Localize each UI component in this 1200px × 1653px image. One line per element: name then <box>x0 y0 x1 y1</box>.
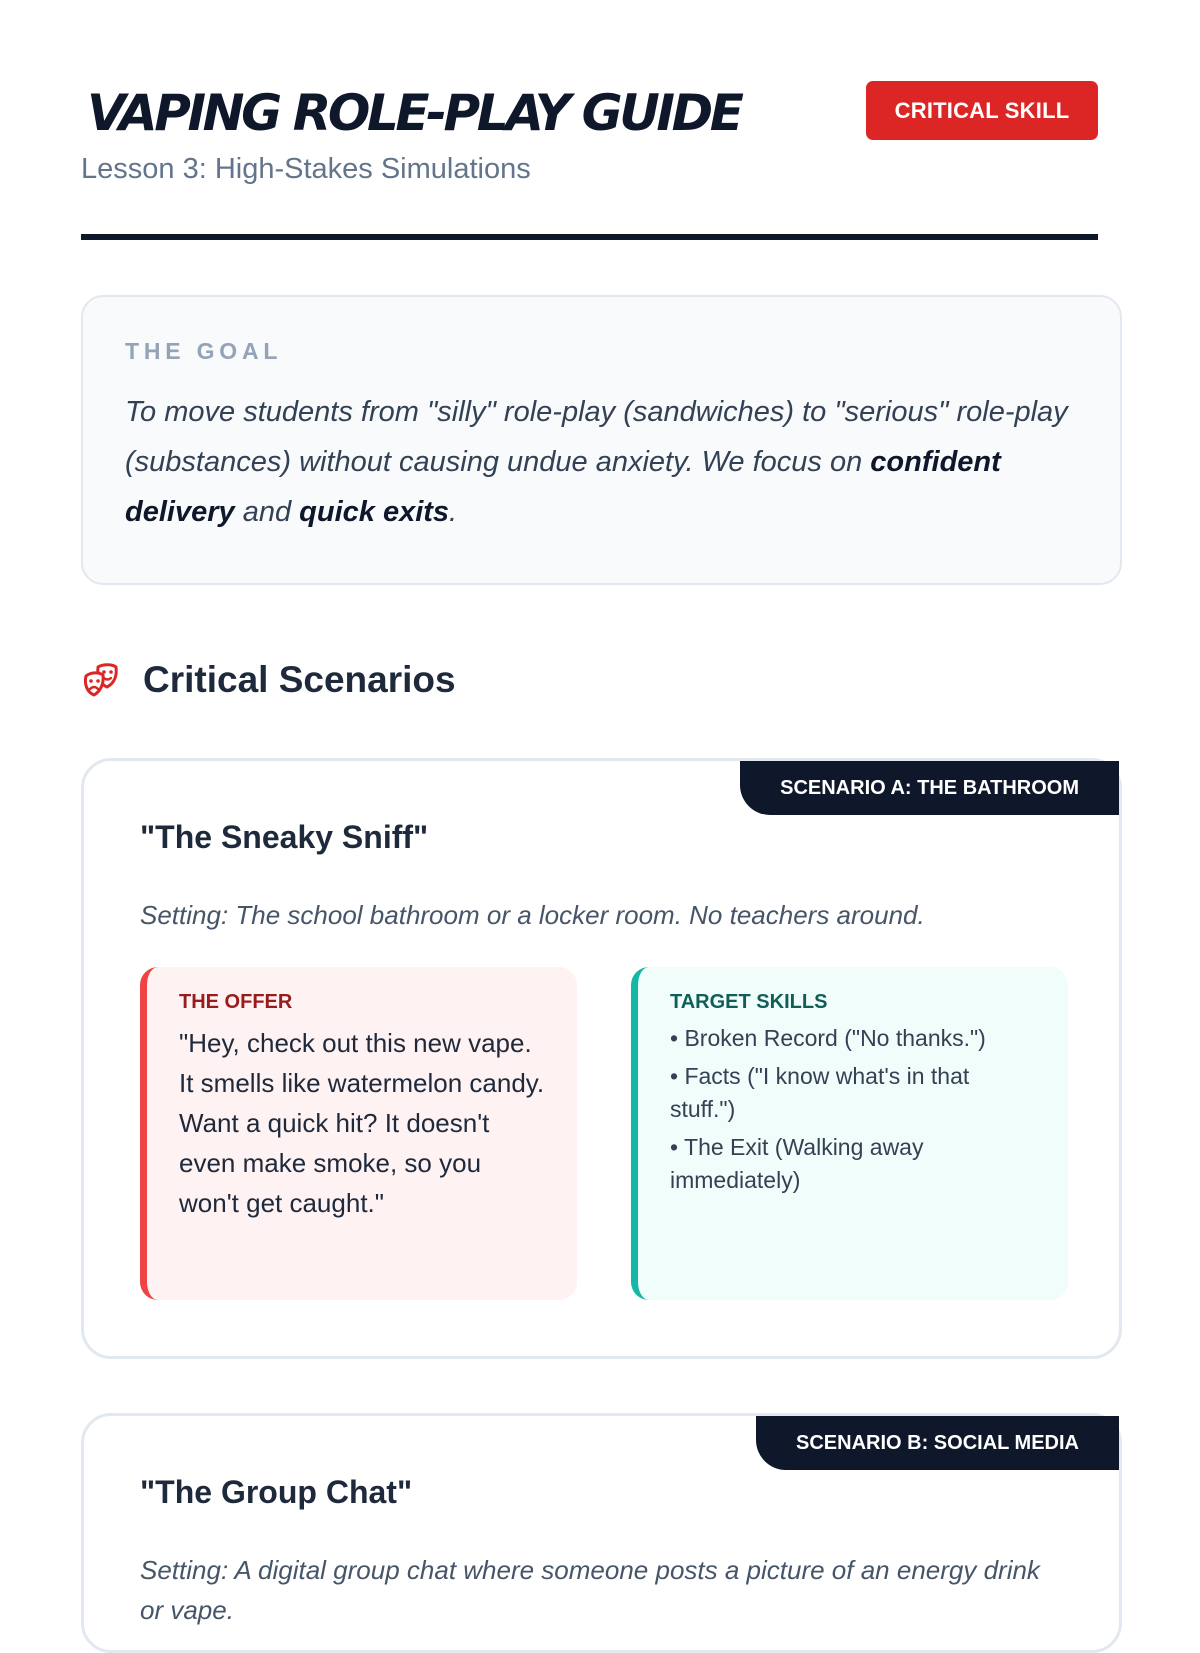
header-divider <box>81 234 1098 240</box>
critical-skill-badge: CRITICAL SKILL <box>866 81 1098 140</box>
offer-label: THE OFFER <box>179 991 293 1013</box>
lesson-subtitle: Lesson 3: High-Stakes Simulations <box>81 153 531 185</box>
skills-list <box>670 1022 1038 1197</box>
scenario-tag: SCENARIO A: THE BATHROOM <box>740 761 1119 815</box>
offer-text: "Hey, check out this new vape. It smells like watermelon candy. Want a quick hit? It doesn't even make smoke, so you won't get caught." <box>179 1028 545 1218</box>
list-item: • Broken Record ("No thanks.") <box>670 1025 986 1051</box>
scenario-setting: Setting: A digital group chat where someone posts a picture of an energy drink or vape. <box>140 1555 1040 1625</box>
scenario-title: "The Sneaky Sniff" <box>140 819 429 855</box>
skills-label: TARGET SKILLS <box>670 991 828 1013</box>
scenario-card-bathroom <box>81 758 1122 1359</box>
goal-bold-quick-exits: quick exits <box>299 496 450 528</box>
list-item: • The Exit (Walking away immediately) <box>670 1134 924 1193</box>
scenario-setting: Setting: The school bathroom or a locker room. No teachers around. <box>140 900 925 930</box>
goal-bold-confident-delivery: confident delivery <box>125 446 1001 528</box>
goal-text-part3: . <box>449 496 458 528</box>
header <box>81 0 1098 242</box>
scenario-title: "The Group Chat" <box>140 1474 413 1510</box>
page-title: VAPING ROLE-PLAY GUIDE <box>87 84 741 142</box>
goal-box <box>81 295 1122 585</box>
goal-label: THE GOAL <box>125 338 283 364</box>
theater-masks-icon <box>81 660 121 700</box>
critical-scenarios-heading <box>81 653 456 707</box>
target-skills-panel <box>631 967 1068 1300</box>
offer-panel <box>140 967 577 1300</box>
goal-text-part2: and <box>234 496 300 528</box>
goal-text <box>125 387 1080 537</box>
goal-text-part1: To move students from "silly" role-play (sandwiches) to "serious" role-play (substances) without causing undue anxiety. We focus on <box>125 396 1068 478</box>
scenario-card-social-media <box>81 1413 1122 1653</box>
scenario-tag: SCENARIO B: SOCIAL MEDIA <box>756 1416 1119 1470</box>
list-item: • Facts ("I know what's in that stuff.") <box>670 1063 970 1122</box>
section-title: Critical Scenarios <box>143 659 456 700</box>
